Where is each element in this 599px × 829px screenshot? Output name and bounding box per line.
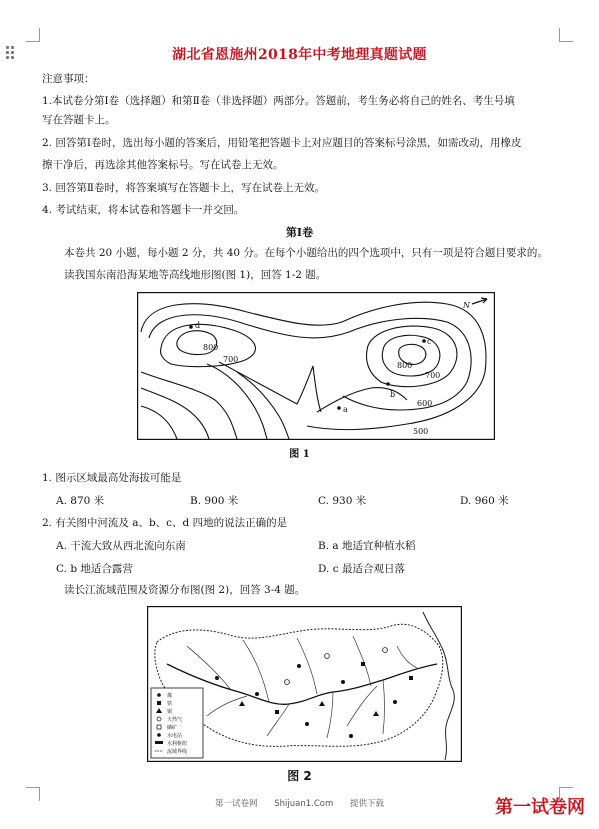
resource-marker [393, 700, 397, 704]
point-d-marker [189, 325, 193, 329]
resource-marker [215, 676, 219, 680]
figure-caption: 图 2 [287, 769, 312, 783]
notice-item: 3. 回答第Ⅱ卷时，将答案填写在答题卡上，写在试卷上无效。 [42, 182, 325, 194]
footer-note: 提供下载 [349, 799, 384, 809]
map-legend-box [151, 688, 203, 758]
answer-option: D. c 最适合观日落 [318, 563, 405, 575]
answer-option: B. a 地适宜种植水稻 [318, 540, 416, 552]
contour-label: 700 [425, 371, 441, 380]
legend-item: 磷矿 [167, 725, 178, 731]
label-b: b [390, 390, 396, 399]
resource-marker [297, 664, 301, 668]
contour-label: 800 [397, 361, 413, 370]
resource-marker [275, 710, 279, 714]
figure-caption: 图 1 [289, 449, 310, 460]
legend-hydropower-icon [157, 733, 161, 737]
legend-item: 水电站 [167, 733, 183, 739]
point-a-marker [337, 406, 341, 410]
legend-coal-icon [157, 693, 161, 697]
answer-option: A. 干流大致从西北流向东南 [56, 540, 186, 552]
notice-item: 4. 考试结束，将本试卷和答题卡一并交回。 [42, 204, 245, 216]
legend-item: 煤 [167, 693, 173, 699]
legend-item: 铁 [167, 701, 173, 707]
contour-map-figure [137, 292, 495, 440]
resource-marker [409, 676, 413, 680]
reading-prompt: 读长江流域范围及资源分布图(图 2)，回答 3-4 题。 [64, 584, 306, 596]
label-d: d [195, 321, 201, 330]
notice-item: 擦干净后，再选涂其他答案标号。写在试卷上无效。 [42, 159, 284, 171]
legend-dam-icon [155, 741, 163, 744]
answer-option: D. 960 米 [460, 495, 509, 507]
legend-iron-icon [157, 701, 161, 705]
page-title: 湖北省恩施州2018年中考地理真题试题 [172, 47, 427, 63]
answer-option: B. 900 米 [190, 495, 239, 507]
answer-option: A. 870 米 [56, 495, 105, 507]
contour-label: 700 [223, 355, 239, 364]
section-heading: 第Ⅰ卷 [285, 226, 314, 239]
label-a: a [343, 405, 348, 414]
label-c: c [427, 337, 432, 346]
point-b-marker [386, 382, 390, 386]
contour-label: 600 [417, 399, 433, 408]
question-stem: 2. 有关图中河流及 a、b、c、d 四地的说法正确的是 [42, 517, 288, 529]
point-c-marker [422, 339, 426, 343]
answer-option: C. b 地适合露营 [56, 563, 133, 575]
resource-marker [305, 722, 309, 726]
footer-site-url[interactable]: Shijuan1.Com [274, 799, 334, 809]
crop-mark-top-left [26, 28, 40, 42]
svg-text:N: N [463, 301, 470, 310]
notice-item: 1.本试卷分第Ⅰ卷（选择题）和第Ⅱ卷（非选择题）两部分。答题前，考生务必将自己的姓名、考生号填 [42, 95, 515, 107]
legend-item: 铜 [167, 709, 173, 715]
legend-item: 流域界线 [167, 749, 188, 755]
section-intro: 本卷共 20 小题，每小题 2 分，共 40 分。在每个小题给出的四个选项中，只有一项是符合题目要求的。 [64, 247, 548, 259]
brand-watermark: 第一试卷网 [495, 797, 585, 818]
footer-site-name: 第一试卷网 [215, 799, 258, 809]
resource-marker [255, 692, 259, 696]
contour-label: 800 [203, 343, 219, 352]
answer-option: C. 930 米 [318, 495, 367, 507]
resource-marker [361, 662, 365, 666]
legend-item: 水利枢纽 [167, 741, 188, 747]
resource-marker [349, 734, 353, 738]
reading-prompt: 读我国东南沿海某地等高线地形图(图 1)，回答 1-2 题。 [64, 269, 327, 281]
question-stem: 1. 图示区域最高处海拔可能是 [42, 472, 182, 484]
notice-heading: 注意事项： [42, 73, 95, 85]
contour-label: 500 [413, 427, 429, 436]
crop-mark-top-right [559, 28, 573, 42]
notice-item: 写在答题卡上。 [42, 114, 116, 126]
notice-item: 2. 回答第Ⅰ卷时，选出每小题的答案后，用铅笔把答题卡上对应题目的答案标号涂黑，如需改动，用橡皮 [42, 137, 522, 149]
resource-marker [341, 680, 345, 684]
legend-item: 天然气 [167, 717, 183, 723]
yangtze-basin-map-figure [147, 606, 462, 762]
